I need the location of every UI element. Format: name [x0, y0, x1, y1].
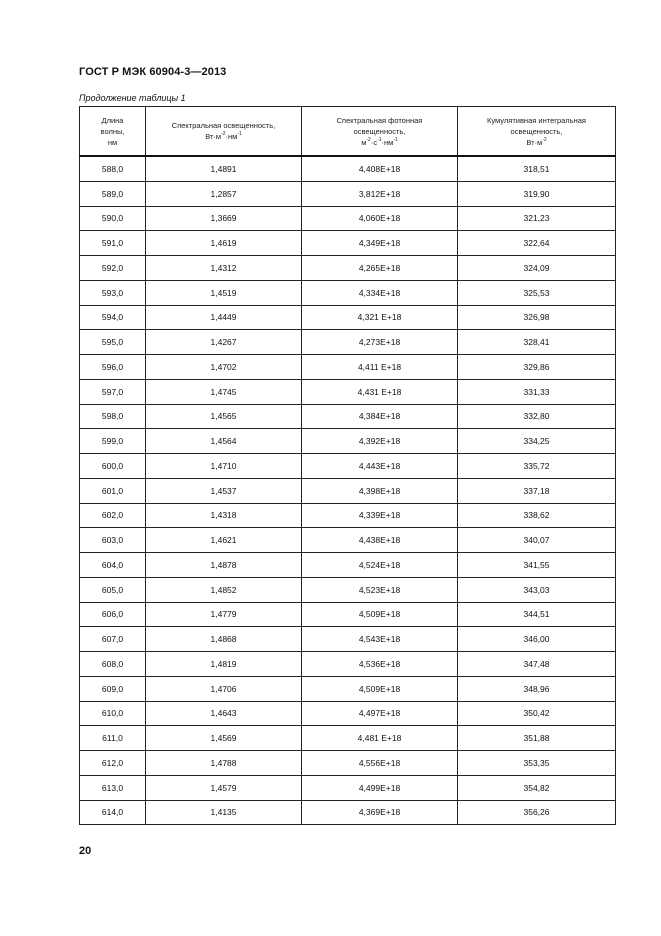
- cell-spectral-irradiance: 1,4779: [146, 602, 302, 627]
- cell-cumulative-irradiance: 344,51: [458, 602, 616, 627]
- cell-photon-irradiance: 4,536E+18: [302, 652, 458, 677]
- cell-cumulative-irradiance: 325,53: [458, 280, 616, 305]
- cell-photon-irradiance: 4,499E+18: [302, 775, 458, 800]
- cell-photon-irradiance: 4,443E+18: [302, 454, 458, 479]
- cell-photon-irradiance: 4,369E+18: [302, 800, 458, 825]
- cell-wavelength: 605,0: [80, 577, 146, 602]
- cell-wavelength: 601,0: [80, 478, 146, 503]
- cell-spectral-irradiance: 1,4267: [146, 330, 302, 355]
- cell-wavelength: 611,0: [80, 726, 146, 751]
- cell-wavelength: 614,0: [80, 800, 146, 825]
- cell-spectral-irradiance: 1,4621: [146, 528, 302, 553]
- cell-cumulative-irradiance: 328,41: [458, 330, 616, 355]
- cell-photon-irradiance: 4,481 E+18: [302, 726, 458, 751]
- cell-spectral-irradiance: 1,4702: [146, 355, 302, 380]
- cell-cumulative-irradiance: 335,72: [458, 454, 616, 479]
- cell-photon-irradiance: 4,543E+18: [302, 627, 458, 652]
- cell-cumulative-irradiance: 318,51: [458, 156, 616, 181]
- cell-spectral-irradiance: 1,4788: [146, 751, 302, 776]
- cell-spectral-irradiance: 1,4706: [146, 676, 302, 701]
- cell-spectral-irradiance: 1,4565: [146, 404, 302, 429]
- table-row: [80, 775, 616, 800]
- cell-wavelength: 590,0: [80, 206, 146, 231]
- table-row: [80, 379, 616, 404]
- cell-wavelength: 597,0: [80, 379, 146, 404]
- table-row: [80, 231, 616, 256]
- cell-cumulative-irradiance: 337,18: [458, 478, 616, 503]
- table-row: [80, 726, 616, 751]
- cell-cumulative-irradiance: 331,33: [458, 379, 616, 404]
- cell-spectral-irradiance: 1,4569: [146, 726, 302, 751]
- spectral-table: [79, 106, 616, 825]
- cell-cumulative-irradiance: 332,80: [458, 404, 616, 429]
- header-photon-irradiance: Спектральная фотонная освещенность, $м^{-2}\cdot с^{-1}\cdot нм^{-1}$: [302, 107, 458, 157]
- cell-photon-irradiance: 4,509E+18: [302, 676, 458, 701]
- cell-spectral-irradiance: 1,4564: [146, 429, 302, 454]
- cell-wavelength: 593,0: [80, 280, 146, 305]
- table-header-row: [80, 107, 616, 157]
- page-number: 20: [79, 845, 92, 857]
- cell-cumulative-irradiance: 321,23: [458, 206, 616, 231]
- cell-photon-irradiance: 4,411 E+18: [302, 355, 458, 380]
- table-caption: Продолжение таблицы 1: [79, 93, 186, 103]
- cell-cumulative-irradiance: 356,26: [458, 800, 616, 825]
- table-row: [80, 404, 616, 429]
- cell-spectral-irradiance: 1,4819: [146, 652, 302, 677]
- table-row: [80, 256, 616, 281]
- cell-photon-irradiance: 4,392E+18: [302, 429, 458, 454]
- document-header: ГОСТ Р МЭК 60904-3—2013: [79, 66, 227, 78]
- cell-wavelength: 609,0: [80, 676, 146, 701]
- table-row: [80, 206, 616, 231]
- cell-cumulative-irradiance: 348,96: [458, 676, 616, 701]
- cell-photon-irradiance: 4,334E+18: [302, 280, 458, 305]
- table-row: [80, 602, 616, 627]
- cell-spectral-irradiance: 1,4318: [146, 503, 302, 528]
- cell-wavelength: 612,0: [80, 751, 146, 776]
- table-row: [80, 528, 616, 553]
- cell-photon-irradiance: 4,431 E+18: [302, 379, 458, 404]
- cell-spectral-irradiance: 1,4852: [146, 577, 302, 602]
- cell-cumulative-irradiance: 351,88: [458, 726, 616, 751]
- cell-wavelength: 600,0: [80, 454, 146, 479]
- cell-spectral-irradiance: 1,4579: [146, 775, 302, 800]
- cell-photon-irradiance: 4,408E+18: [302, 156, 458, 181]
- cell-wavelength: 610,0: [80, 701, 146, 726]
- cell-cumulative-irradiance: 353,35: [458, 751, 616, 776]
- cell-wavelength: 608,0: [80, 652, 146, 677]
- cell-photon-irradiance: 4,523E+18: [302, 577, 458, 602]
- cell-wavelength: 603,0: [80, 528, 146, 553]
- cell-cumulative-irradiance: 319,90: [458, 181, 616, 206]
- cell-cumulative-irradiance: 338,62: [458, 503, 616, 528]
- cell-spectral-irradiance: 1,4519: [146, 280, 302, 305]
- cell-wavelength: 604,0: [80, 553, 146, 578]
- table-row: [80, 751, 616, 776]
- cell-cumulative-irradiance: 341,55: [458, 553, 616, 578]
- table-row: [80, 627, 616, 652]
- table-row: [80, 280, 616, 305]
- table-row: [80, 429, 616, 454]
- cell-wavelength: 606,0: [80, 602, 146, 627]
- cell-wavelength: 592,0: [80, 256, 146, 281]
- table-row: [80, 454, 616, 479]
- table-row: [80, 652, 616, 677]
- table-row: [80, 478, 616, 503]
- cell-wavelength: 595,0: [80, 330, 146, 355]
- table-body: [80, 156, 616, 825]
- cell-spectral-irradiance: 1,4868: [146, 627, 302, 652]
- cell-photon-irradiance: 4,060E+18: [302, 206, 458, 231]
- cell-photon-irradiance: 4,509E+18: [302, 602, 458, 627]
- cell-wavelength: 594,0: [80, 305, 146, 330]
- cell-cumulative-irradiance: 347,48: [458, 652, 616, 677]
- cell-wavelength: 591,0: [80, 231, 146, 256]
- header-wavelength: Длина волны, нм: [80, 107, 146, 157]
- cell-cumulative-irradiance: 354,82: [458, 775, 616, 800]
- data-table-container: [79, 106, 615, 825]
- cell-photon-irradiance: 4,265E+18: [302, 256, 458, 281]
- cell-spectral-irradiance: 1,4878: [146, 553, 302, 578]
- cell-photon-irradiance: 3,812E+18: [302, 181, 458, 206]
- cell-wavelength: 596,0: [80, 355, 146, 380]
- cell-photon-irradiance: 4,497E+18: [302, 701, 458, 726]
- cell-spectral-irradiance: 1,4619: [146, 231, 302, 256]
- cell-wavelength: 588,0: [80, 156, 146, 181]
- cell-wavelength: 599,0: [80, 429, 146, 454]
- cell-wavelength: 598,0: [80, 404, 146, 429]
- table-row: [80, 156, 616, 181]
- header-spectral-irradiance: Спектральная освещенность, $Вт\cdot м^{-2}\cdot нм^{-1}$: [146, 107, 302, 157]
- cell-spectral-irradiance: 1,4710: [146, 454, 302, 479]
- table-row: [80, 305, 616, 330]
- cell-wavelength: 607,0: [80, 627, 146, 652]
- cell-wavelength: 589,0: [80, 181, 146, 206]
- cell-photon-irradiance: 4,384E+18: [302, 404, 458, 429]
- cell-cumulative-irradiance: 340,07: [458, 528, 616, 553]
- cell-photon-irradiance: 4,556E+18: [302, 751, 458, 776]
- cell-cumulative-irradiance: 322,64: [458, 231, 616, 256]
- cell-spectral-irradiance: 1,4891: [146, 156, 302, 181]
- cell-wavelength: 613,0: [80, 775, 146, 800]
- cell-cumulative-irradiance: 324,09: [458, 256, 616, 281]
- cell-photon-irradiance: 4,524E+18: [302, 553, 458, 578]
- cell-wavelength: 602,0: [80, 503, 146, 528]
- cell-cumulative-irradiance: 343,03: [458, 577, 616, 602]
- cell-cumulative-irradiance: 329,86: [458, 355, 616, 380]
- table-row: [80, 800, 616, 825]
- table-row: [80, 577, 616, 602]
- cell-photon-irradiance: 4,273E+18: [302, 330, 458, 355]
- cell-spectral-irradiance: 1,4537: [146, 478, 302, 503]
- table-row: [80, 676, 616, 701]
- table-row: [80, 701, 616, 726]
- header-cumulative-irradiance: Кумулятивная интегральная освещенность, $Вт\cdot м^{-2}$: [458, 107, 616, 157]
- cell-cumulative-irradiance: 346,00: [458, 627, 616, 652]
- cell-spectral-irradiance: 1,4745: [146, 379, 302, 404]
- cell-photon-irradiance: 4,349E+18: [302, 231, 458, 256]
- cell-spectral-irradiance: 1,4449: [146, 305, 302, 330]
- cell-spectral-irradiance: 1,4312: [146, 256, 302, 281]
- table-row: [80, 330, 616, 355]
- cell-cumulative-irradiance: 326,98: [458, 305, 616, 330]
- cell-photon-irradiance: 4,321 E+18: [302, 305, 458, 330]
- cell-photon-irradiance: 4,339E+18: [302, 503, 458, 528]
- cell-spectral-irradiance: 1,2857: [146, 181, 302, 206]
- cell-photon-irradiance: 4,398E+18: [302, 478, 458, 503]
- cell-cumulative-irradiance: 350,42: [458, 701, 616, 726]
- table-row: [80, 181, 616, 206]
- table-row: [80, 503, 616, 528]
- table-row: [80, 553, 616, 578]
- cell-photon-irradiance: 4,438E+18: [302, 528, 458, 553]
- cell-spectral-irradiance: 1,3669: [146, 206, 302, 231]
- cell-spectral-irradiance: 1,4135: [146, 800, 302, 825]
- table-row: [80, 355, 616, 380]
- cell-cumulative-irradiance: 334,25: [458, 429, 616, 454]
- cell-spectral-irradiance: 1,4643: [146, 701, 302, 726]
